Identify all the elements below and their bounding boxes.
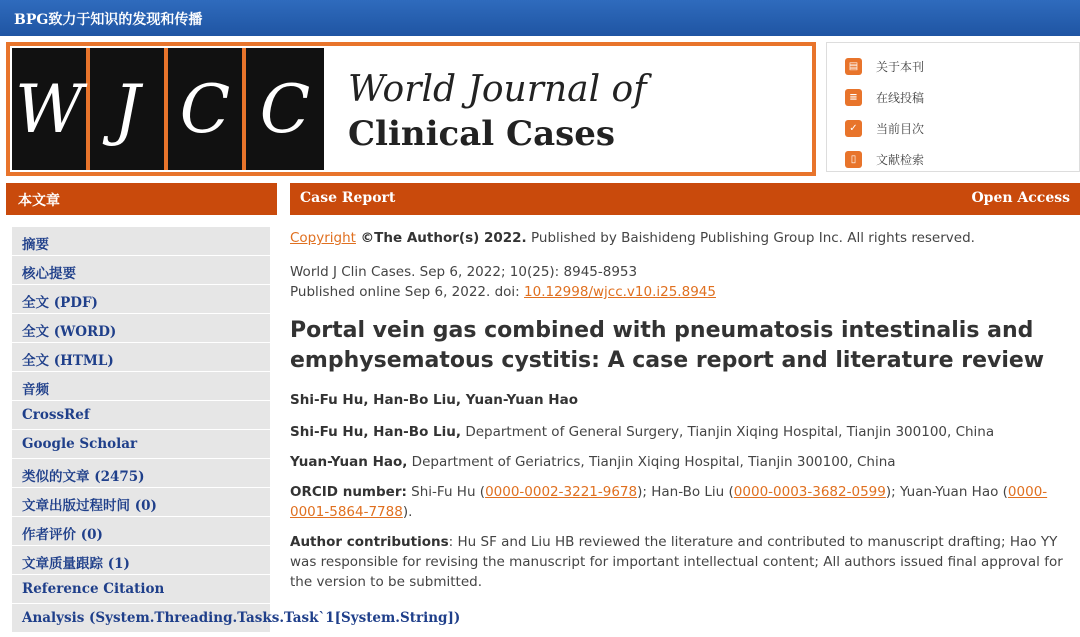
quick-link-about[interactable]	[845, 51, 1079, 82]
quick-link-label: 当前目次	[876, 122, 925, 136]
citation: World J Clin Cases. Sep 6, 2022; 10(25): 8945-8953	[290, 264, 638, 280]
sidebar-item-audio[interactable]: 音频	[12, 372, 270, 401]
sidebar-item-pdf[interactable]: 全文 (PDF)	[12, 285, 270, 314]
quick-link-current-issue[interactable]	[845, 113, 1079, 144]
copyright-line	[290, 228, 1080, 248]
sidebar-item-word[interactable]: 全文 (WORD)	[12, 314, 270, 343]
article-type: Case Report	[300, 190, 396, 206]
journal-name	[348, 68, 647, 156]
copyright-holder: ©The Author(s) 2022.	[355, 230, 527, 246]
quick-links-panel	[826, 42, 1080, 172]
logo-letter-c2: C	[246, 48, 324, 170]
published-line	[290, 282, 1080, 302]
quick-link-label: 文献检索	[876, 153, 925, 167]
copyright-text: Published by Baishideng Publishing Group Inc. All rights reserved.	[526, 230, 975, 246]
affiliation-2	[290, 452, 1080, 472]
copyright-link[interactable]: Copyright	[290, 230, 356, 246]
logo-letters	[12, 48, 324, 170]
sidebar-item-abstract[interactable]: 摘要	[12, 227, 270, 256]
author-list: Shi-Fu Hu, Han-Bo Liu, Yuan-Yuan Hao	[290, 392, 578, 408]
book-icon: ▤	[845, 58, 862, 75]
article-content	[290, 228, 1080, 602]
sidebar-item-quality-tracking[interactable]: 文章质量跟踪 (1)	[12, 546, 270, 575]
sidebar-item-similar-articles[interactable]: 类似的文章 (2475)	[12, 459, 270, 488]
orcid-author: ); Han-Bo Liu (	[637, 484, 734, 500]
contributions-label: Author contributions	[290, 534, 449, 550]
quick-link-label: 在线投稿	[876, 91, 925, 105]
orcid-link-3[interactable]: 0000-0001-5864-7788	[290, 484, 1048, 520]
orcid-author: Shi-Fu Hu (	[406, 484, 486, 500]
top-banner	[0, 0, 1080, 36]
logo-letter-w: W	[12, 48, 90, 170]
sidebar-header: 本文章	[6, 183, 277, 215]
orcid-line	[290, 482, 1080, 522]
sidebar-item-reference-citation[interactable]: Reference Citation	[12, 575, 270, 604]
logo-letter-j: J	[90, 48, 168, 170]
article-header-bar	[290, 183, 1080, 215]
affiliation-text: Department of Geriatrics, Tianjin Xiqing Hospital, Tianjin 300100, China	[407, 454, 896, 470]
checklist-icon: ✓	[845, 120, 862, 137]
journal-logo[interactable]	[6, 42, 816, 176]
orcid-label: ORCID number:	[290, 484, 407, 500]
affiliation-authors: Yuan-Yuan Hao,	[290, 454, 408, 470]
published-prefix: Published online Sep 6, 2022. doi:	[290, 284, 525, 300]
quick-link-submit[interactable]	[845, 82, 1079, 113]
orcid-author: ); Yuan-Yuan Hao (	[885, 484, 1008, 500]
sidebar-item-crossref[interactable]: CrossRef	[12, 401, 270, 430]
quick-link-label: 关于本刊	[876, 60, 925, 74]
open-access-badge: Open Access	[971, 190, 1070, 206]
article-title: Portal vein gas combined with pneumatosis intestinalis and emphysematous cystitis: A case report and literature review	[290, 318, 1045, 373]
contributions-text: : Hu SF and Liu HB reviewed the literature and contributed to manuscript drafting; Hao YY was responsible for revising the manuscript for important intellectual content; All authors issued final approval for the version to be submitted.	[290, 534, 1063, 590]
document-search-icon: ▯	[845, 151, 862, 168]
sidebar-item-core-tip[interactable]: 核心提要	[12, 256, 270, 285]
journal-name-line2: Clinical Cases	[348, 114, 616, 154]
logo-letter-c1: C	[168, 48, 246, 170]
orcid-link-1[interactable]: 0000-0002-3221-9678	[485, 484, 638, 500]
affiliation-authors: Shi-Fu Hu, Han-Bo Liu,	[290, 424, 462, 440]
sidebar-item-html[interactable]: 全文 (HTML)	[12, 343, 270, 372]
author-contributions	[290, 532, 1080, 592]
affiliation-1	[290, 422, 1080, 442]
sidebar-item-timeline[interactable]: 文章出版过程时间 (0)	[12, 488, 270, 517]
submit-icon: ≡	[845, 89, 862, 106]
affiliation-text: Department of General Surgery, Tianjin Xiqing Hospital, Tianjin 300100, China	[461, 424, 995, 440]
orcid-link-2[interactable]: 0000-0003-3682-0599	[733, 484, 886, 500]
journal-name-line1: World Journal of	[348, 69, 647, 110]
sidebar-item-author-rating[interactable]: 作者评价 (0)	[12, 517, 270, 546]
orcid-end: ).	[402, 504, 413, 520]
quick-link-search[interactable]	[845, 144, 1079, 175]
publisher-slogan: BPG致力于知识的发现和传播	[14, 12, 203, 28]
sidebar-item-analysis[interactable]: Analysis (System.Threading.Tasks.Task`1[System.String])	[12, 604, 270, 633]
sidebar-item-google-scholar[interactable]: Google Scholar	[12, 430, 270, 459]
doi-link[interactable]: 10.12998/wjcc.v10.i25.8945	[524, 284, 716, 300]
